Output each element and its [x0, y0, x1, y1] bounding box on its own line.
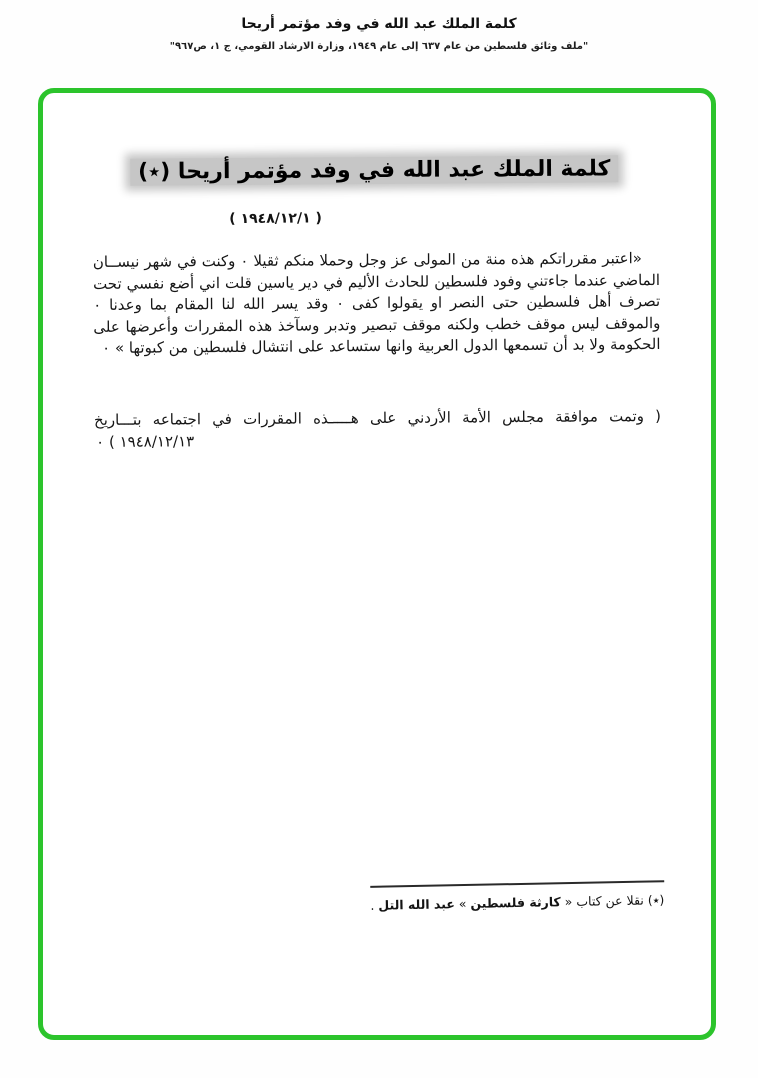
footnote-mid: » [454, 895, 471, 912]
footnote-book-title: كارثة فلسطين [470, 894, 561, 911]
footnote-author: عبد الله التل [378, 896, 455, 913]
document-date: ( ١٩٤٨/١٢/١ ) [229, 210, 322, 228]
page-header [0, 16, 758, 52]
document-title: كلمة الملك عبد الله في وفد مؤتمر أريحا (٭) [130, 155, 618, 185]
document-body [40, 91, 715, 1038]
header-title: كلمة الملك عبد الله في وفد مؤتمر أريحا [241, 16, 517, 32]
footnote [370, 892, 664, 913]
footnote-divider [370, 880, 664, 888]
header-source-line: "ملف وثائق فلسطين من عام ٦٣٧ إلى عام ١٩٤٩، وزارة الارشاد القومي، ج ١، ص٩٦٧" [169, 41, 589, 52]
footnote-suffix: . [370, 897, 379, 913]
speech-paragraph: «اعتبر مقرراتكم هذه منة من المولى عز وجل وحملا منكم ثقيلا ٠ وكنت في شهر نيســان الماضي عندما جاءتني وفود فلسطين للحادث الأليم في دير ياسين قلت اني أضع نفسي تحت تصرف أهل فلسطين حتى النصر او يقولوا كفى ٠ وقد يسر الله لنا المقام بما وعدنا ٠ والموقف ليس موقف خطب ولكنه موقف تبصير وتدبر وسآخذ هذه المقررات وأعرضها على الحكومة ولا بد أن تسمعها الدول العربية وانها ستساعد على انتشال فلسطين من كبوتها » ٠ [92, 249, 661, 357]
document-title-row [40, 155, 708, 187]
footnote-prefix: (٭) نقلا عن كتاب « [560, 892, 665, 910]
approval-paragraph-line-1: ( وتمت موافقة مجلس الأمة الأردني على هـــــذه المقررات في اجتماعه بتـــاريخ [93, 407, 662, 429]
scan-green-frame [38, 88, 716, 1040]
approval-paragraph-line-2: ١٩٤٨/١٢/١٣ ) ٠ [96, 432, 195, 451]
